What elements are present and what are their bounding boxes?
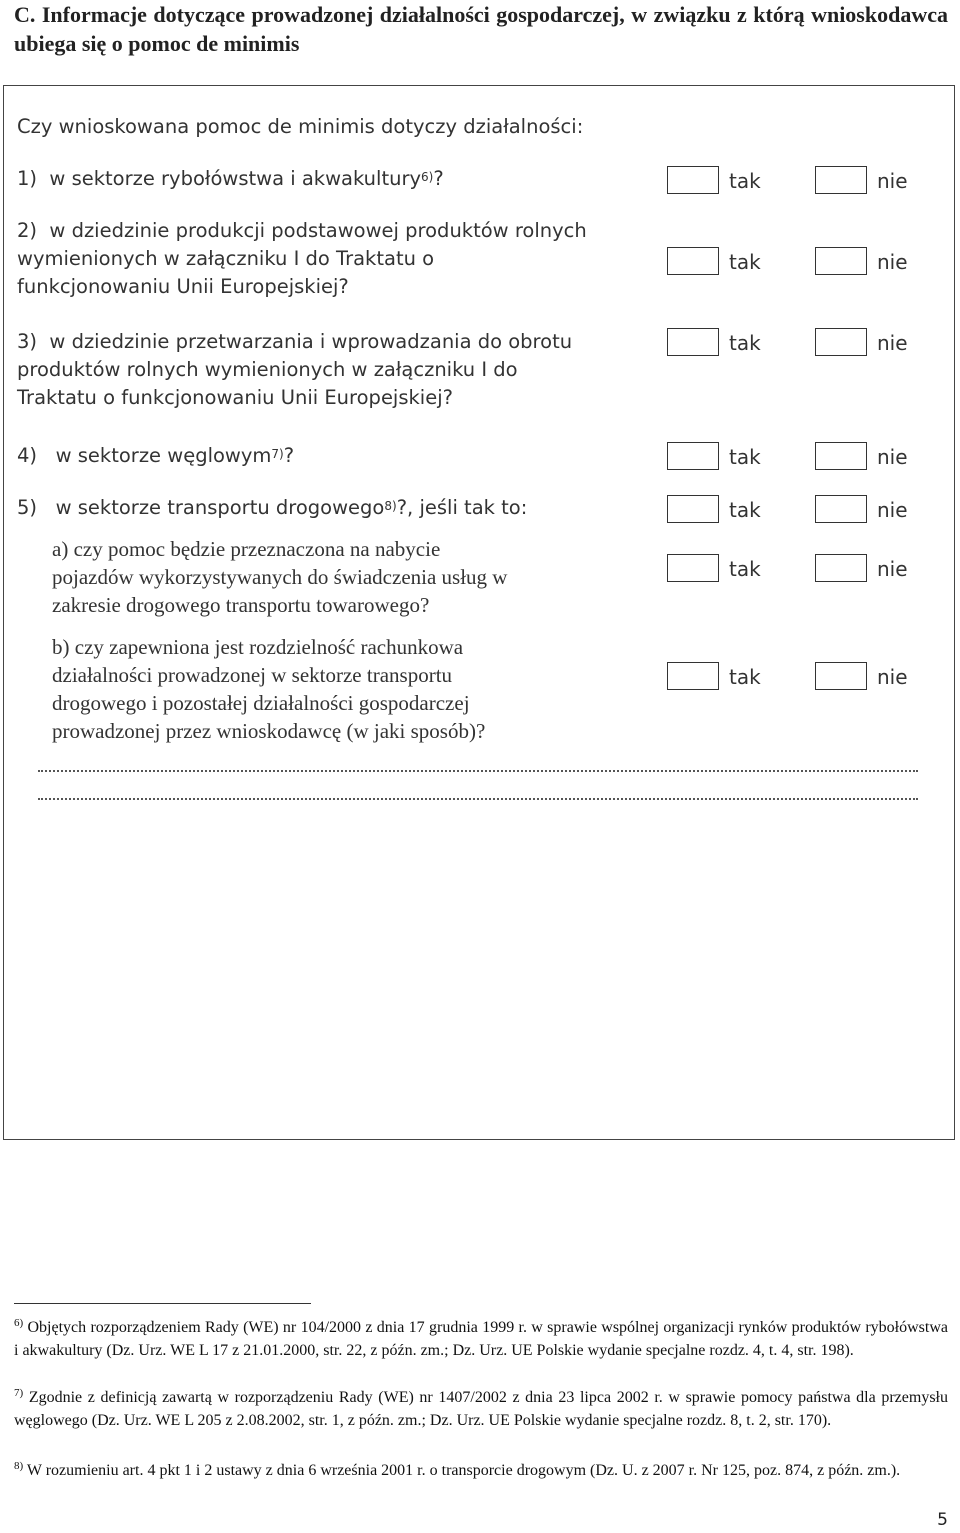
question-number: 2): [17, 219, 38, 242]
footnote-8: $^{8)}$ W rozumieniu art. 4 pkt 1 i 2 ustawy z dnia 6 września 2001 r. o transporcie drogowym (Dz. U. z 2007 r. Nr 125, poz. 874, z późn. zm.).: [14, 1460, 901, 1479]
checkbox-q5-no[interactable]: [815, 495, 867, 523]
answer-label-no: nie: [877, 665, 908, 689]
question-4: 4) w sektorze węglowym$^{7)}$?: [17, 444, 295, 467]
checkbox-q1-yes[interactable]: [667, 166, 719, 194]
answer-label-no: nie: [877, 250, 908, 274]
answer-label-no: nie: [877, 498, 908, 522]
answer-label-yes: tak: [729, 445, 761, 469]
intro-question: Czy wnioskowana pomoc de minimis dotyczy działalności:: [17, 115, 584, 138]
question-5b: b) czy zapewniona jest rozdzielność rachunkowa działalności prowadzonej w sektorze transportu drogowego i pozostałej działalności gospodarczej prowadzonej przez wnioskodawcę (w jaki sposób)?: [52, 635, 486, 743]
checkbox-q5b-yes[interactable]: [667, 662, 719, 690]
footnote-7: $^{7)}$ Zgodnie z definicją zawartą w rozporządzeniu Rady (WE) nr 1407/2002 z dnia 23 lipca 2002 r. w sprawie pomocy państwa dla przemysłu węglowego (Dz. Urz. WE L 205 z 2.08.2002, str. 1, z późn. zm.; Dz. Urz. UE Polskie wydanie specjalne rozdz. 8, t. 2, str. 170).: [14, 1387, 949, 1429]
answer-line-1[interactable]: [38, 770, 918, 772]
checkbox-q5-yes[interactable]: [667, 495, 719, 523]
question-number: 3): [17, 330, 38, 353]
footnote-separator: [14, 1303, 311, 1304]
question-number: 5): [17, 496, 38, 519]
footnote-mark: 7): [14, 1387, 24, 1399]
checkbox-q4-yes[interactable]: [667, 442, 719, 470]
checkbox-q3-no[interactable]: [815, 328, 867, 356]
question-5a: a) czy pomoc będzie przeznaczona na nabycie pojazdów wykorzystywanych do świadczenia usług w zakresie drogowego transportu towarowego?: [52, 537, 508, 617]
question-text: w sektorze rybołówstwa i akwakultury: [49, 167, 422, 190]
checkbox-q2-no[interactable]: [815, 247, 867, 275]
checkbox-q2-yes[interactable]: [667, 247, 719, 275]
answer-label-yes: tak: [729, 557, 761, 581]
footnote-mark: 8): [14, 1460, 24, 1472]
checkbox-q5b-no[interactable]: [815, 662, 867, 690]
answer-label-no: nie: [877, 331, 908, 355]
question-2: 2) w dziedzinie produkcji podstawowej produktów rolnych wymienionych w załączniku I do Traktatu o funkcjonowaniu Unii Europejskiej?: [17, 219, 587, 298]
answer-label-no: nie: [877, 445, 908, 469]
footnote-ref: 6): [421, 170, 434, 184]
checkbox-q5a-yes[interactable]: [667, 554, 719, 582]
question-3: 3) w dziedzinie przetwarzania i wprowadzania do obrotu produktów rolnych wymienionych w załączniku I do Traktatu o funkcjonowaniu Unii Europejskiej?: [17, 330, 573, 409]
checkbox-q1-no[interactable]: [815, 166, 867, 194]
footnote-6: $^{6)}$ Objętych rozporządzeniem Rady (WE) nr 104/2000 z dnia 17 grudnia 1999 r. w sprawie wspólnej organizacji rynków produktów rybołówstwa i akwakultury (Dz. Urz. WE L 17 z 21.01.2000, str. 22, z późn. zm.; Dz. Urz. UE Polskie wydanie specjalne rozdz. 4, t. 4, str. 198).: [14, 1317, 948, 1359]
answer-label-yes: tak: [729, 250, 761, 274]
answer-label-no: nie: [877, 169, 908, 193]
checkbox-q4-no[interactable]: [815, 442, 867, 470]
question-number: 4): [17, 444, 38, 467]
question-5: 5) w sektorze transportu drogowego$^{8)}$?, jeśli tak to:: [17, 496, 528, 519]
checkbox-q5a-no[interactable]: [815, 554, 867, 582]
question-number: 1): [17, 167, 38, 190]
footnote-ref: 7): [271, 447, 284, 461]
answer-label-yes: tak: [729, 331, 761, 355]
answer-label-yes: tak: [729, 665, 761, 689]
checkbox-q3-yes[interactable]: [667, 328, 719, 356]
answer-line-2[interactable]: [38, 798, 918, 800]
page-number: 5: [937, 1510, 948, 1530]
question-1: 1) w sektorze rybołówstwa i akwakultury$^{6)}$?: [17, 167, 444, 190]
answer-label-yes: tak: [729, 169, 761, 193]
footnote-ref: 8): [384, 499, 397, 513]
answer-label-no: nie: [877, 557, 908, 581]
answer-label-yes: tak: [729, 498, 761, 522]
footnote-mark: 6): [14, 1317, 24, 1329]
section-heading: C. Informacje dotyczące prowadzonej działalności gospodarczej, w związku z którą wnioskodawca ubiega się o pomoc de minimis: [14, 2, 948, 56]
